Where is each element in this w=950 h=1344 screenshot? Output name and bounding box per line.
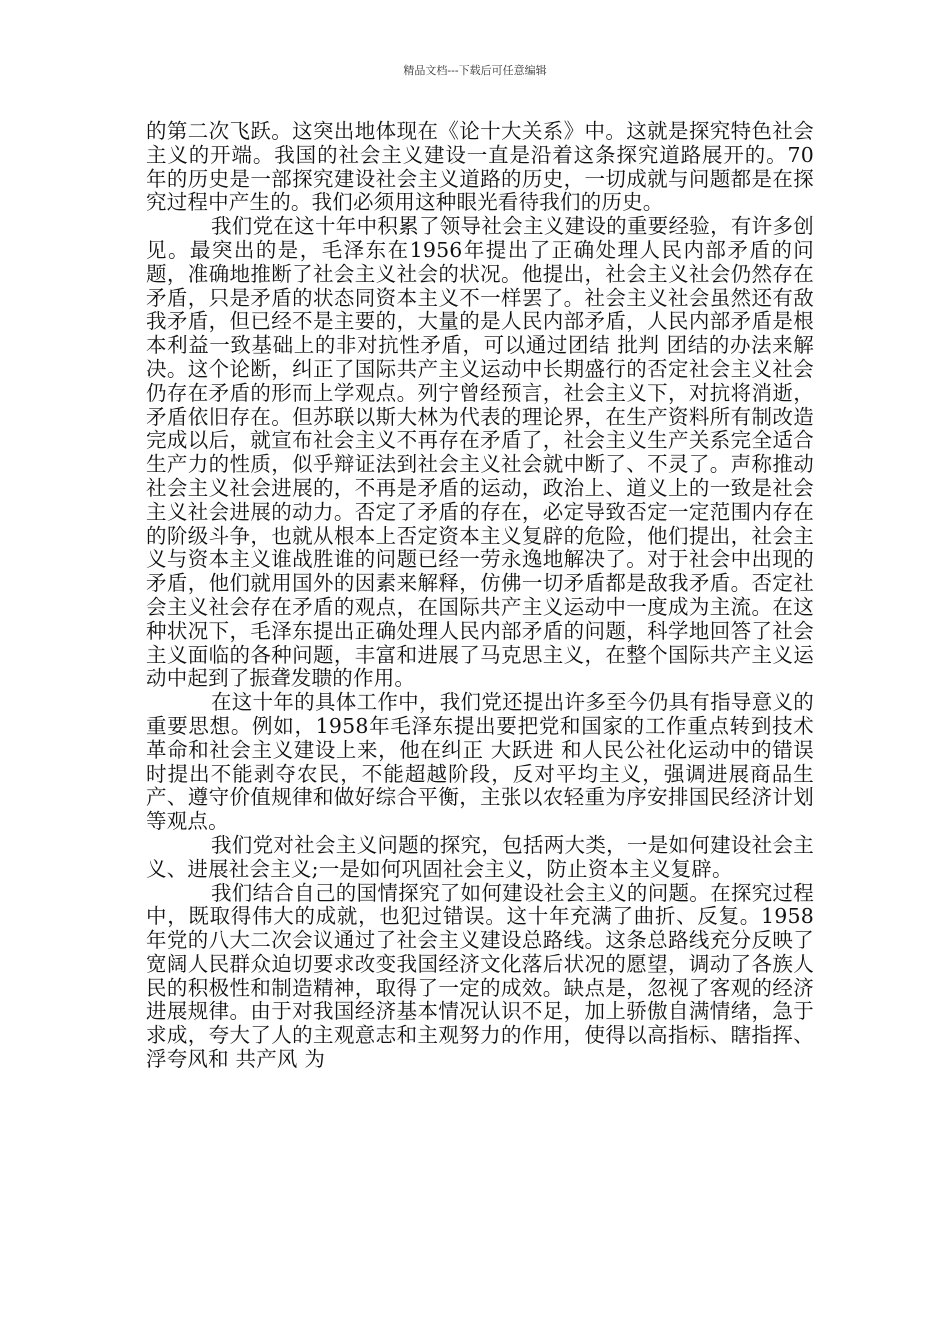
paragraph-3: 在这十年的具体工作中，我们党还提出许多至今仍具有指导意义的重要思想。例如，1958年毛泽东提出要把党和国家的工作重点转到技术革命和社会主义建设上来，他在纠正 大跃进 和人民公社化运动中的错误时提出不能剥夺农民，不能超越阶段，反对平均主义，强调进展商品生产、遵守价值规律和做好综合平衡，主张以农轻重为序安排国民经济计划等观点。 <box>146 690 814 834</box>
page-header: 精品文档---下载后可任意编辑 <box>403 64 547 77</box>
paragraph-4: 我们党对社会主义问题的探究，包括两大类，一是如何建设社会主义、进展社会主义;一是如何巩固社会主义，防止资本主义复辟。 <box>146 832 814 881</box>
paragraph-5: 我们结合自己的国情探究了如何建设社会主义的问题。在探究过程中，既取得伟大的成就，也犯过错误。这十年充满了曲折、反复。1958年党的八大二次会议通过了社会主义建设总路线。这条总路线充分反映了宽阔人民群众迫切要求改变我国经济文化落后状况的愿望，调动了各族人民的积极性和制造精神，取得了一定的成效。缺点是，忽视了客观的经济进展规律。由于对我国经济基本情况认识不足，加上骄傲自满情绪，急于求成，夸大了人的主观意志和主观努力的作用，使得以高指标、瞎指挥、浮夸风和 共产风 为 <box>146 880 814 1072</box>
paragraph-1: 的第二次飞跃。这突出地体现在《论十大关系》中。这就是探究特色社会主义的开端。我国的社会主义建设一直是沿着这条探究道路展开的。70年的历史是一部探究建设社会主义道路的历史，一切成就与问题都是在探究过程中产生的。我们必须用这种眼光看待我们的历史。 <box>146 119 814 215</box>
paragraph-2: 我们党在这十年中积累了领导社会主义建设的重要经验，有许多创见。最突出的是，毛泽东在1956年提出了正确处理人民内部矛盾的问题，准确地推断了社会主义社会的状况。他提出，社会主义社会仍然存在矛盾，只是矛盾的状态同资本主义不一样罢了。社会主义社会虽然还有敌我矛盾，但已经不是主要的，大量的是人民内部矛盾，人民内部矛盾是根本利益一致基础上的非对抗性矛盾，可以通过团结 批判 团结的办法来解决。这个论断，纠正了国际共产主义运动中长期盛行的否定社会主义社会仍存在矛盾的形而上学观点。列宁曾经预言，社会主义下，对抗将消逝，矛盾依旧存在。但苏联以斯大林为代表的理论界，在生产资料所有制改造完成以后，就宣布社会主义不再存在矛盾了，社会主义生产关系完全适合生产力的性质，似乎辩证法到社会主义社会就中断了、不灵了。声称推动社会主义社会进展的，不再是矛盾的运动，政治上、道义上的一致是社会主义社会进展的动力。否定了矛盾的存在，必定导致否定一定范围内存在的阶级斗争，也就从根本上否定资本主义复辟的危险，他们提出，社会主义与资本主义谁战胜谁的问题已经一劳永逸地解决了。对于社会中出现的矛盾，他们就用国外的因素来解释，仿佛一切矛盾都是敌我矛盾。否定社会主义社会存在矛盾的观点，在国际共产主义运动中一度成为主流。在这种状况下，毛泽东提出正确处理人民内部矛盾的问题，科学地回答了社会主义面临的各种问题，丰富和进展了马克思主义，在整个国际共产主义运动中起到了振聋发聩的作用。 <box>146 214 814 691</box>
document-body <box>146 120 814 1072</box>
